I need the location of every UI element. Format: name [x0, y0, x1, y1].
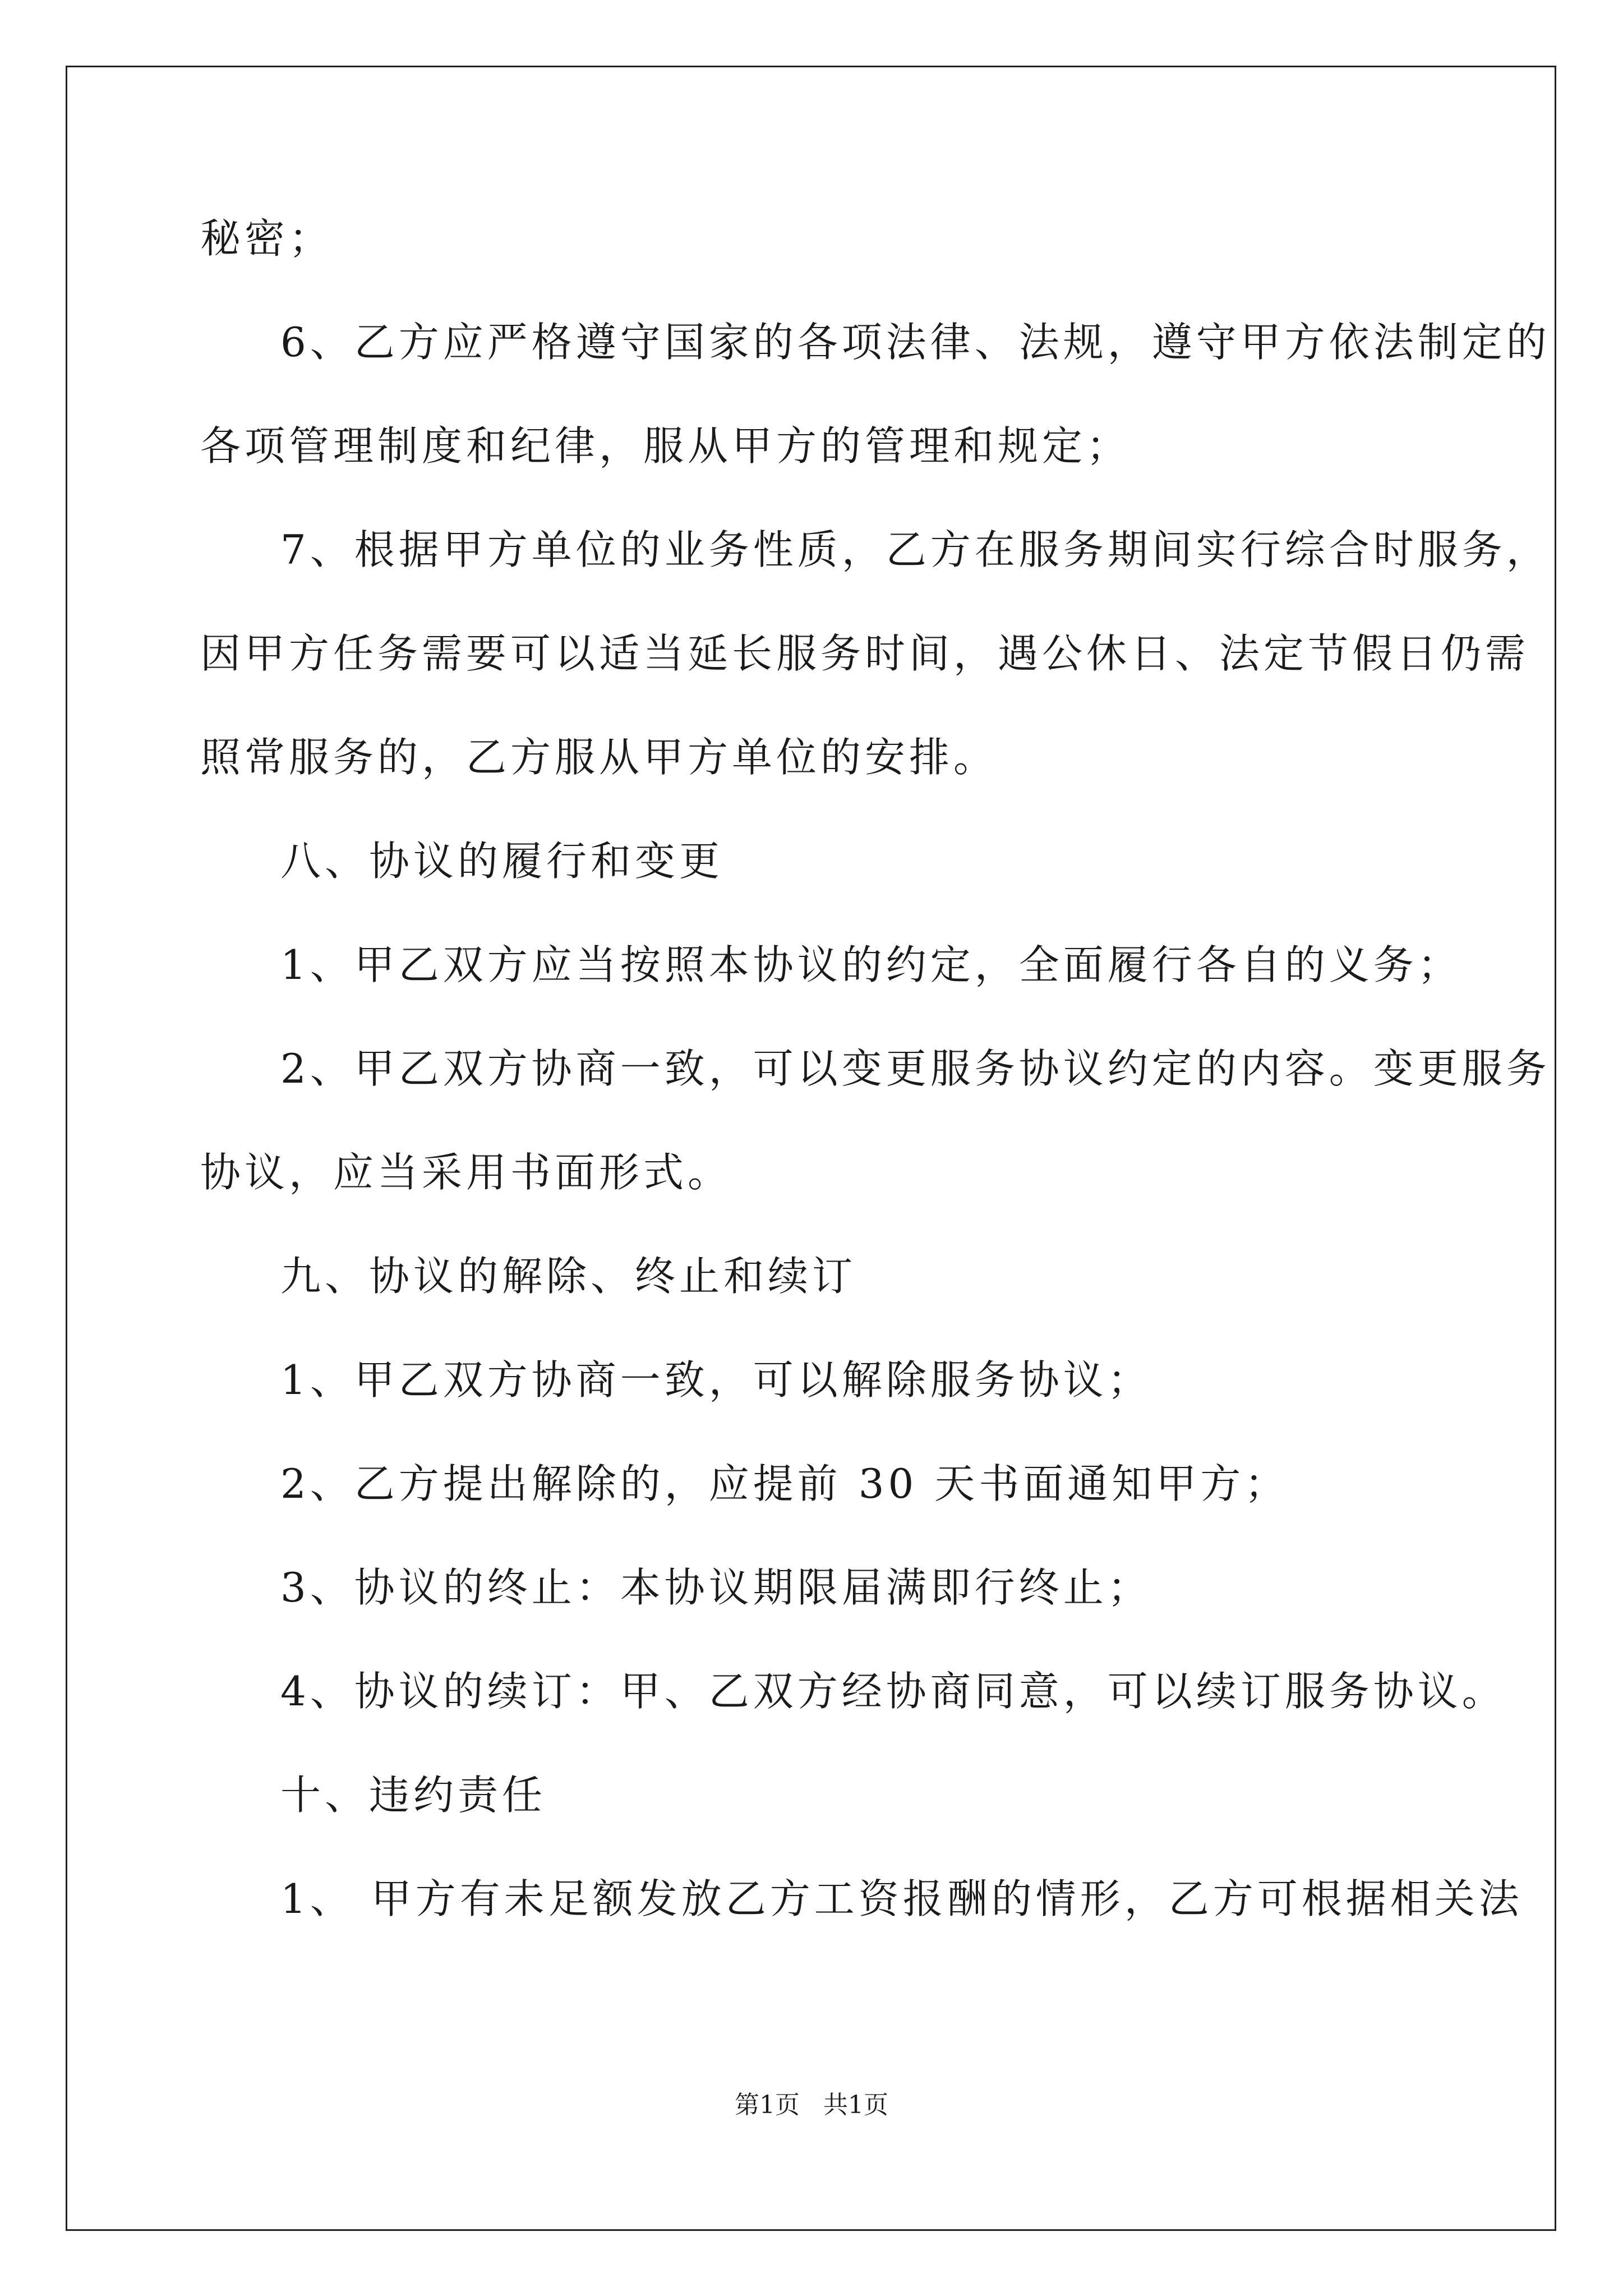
text-line: 协议，应当采用书面形式。: [200, 1149, 732, 1196]
page-footer: 第1页 共1页: [735, 2091, 888, 2119]
text-line: 2、甲乙双方协商一致，可以变更服务协议约定的内容。变更服务: [280, 1045, 1551, 1092]
text-line: 4、协议的续订：甲、乙双方经协商同意，可以续订服务协议。: [280, 1668, 1506, 1715]
text-line: 各项管理制度和纪律，服从甲方的管理和规定；: [200, 422, 1131, 470]
text-line: 1、 甲方有未足额发放乙方工资报酬的情形，乙方可根据相关法: [280, 1875, 1523, 1922]
section-heading: 十、违约责任: [280, 1772, 547, 1819]
section-heading: 八、协议的履行和变更: [280, 838, 724, 885]
text-line: 6、乙方应严格遵守国家的各项法律、法规，遵守甲方依法制定的: [280, 319, 1551, 366]
text-line: 因甲方任务需要可以适当延长服务时间，遇公休日、法定节假日仍需: [200, 630, 1530, 677]
text-line: 秘密；: [200, 215, 334, 262]
text-line: 1、甲乙双方协商一致，可以解除服务协议；: [280, 1356, 1152, 1404]
text-line: 1、甲乙双方应当按照本协议的约定，全面履行各自的义务；: [280, 941, 1462, 988]
text-line: 2、乙方提出解除的，应提前 30 天书面通知甲方；: [280, 1460, 1289, 1507]
text-line: 7、根据甲方单位的业务性质，乙方在服务期间实行综合时服务，: [280, 526, 1551, 573]
text-line: 3、协议的终止：本协议期限届满即行终止；: [280, 1564, 1152, 1611]
text-line: 照常服务的，乙方服从甲方单位的安排。: [200, 734, 998, 781]
section-heading: 九、协议的解除、终止和续订: [280, 1253, 857, 1300]
